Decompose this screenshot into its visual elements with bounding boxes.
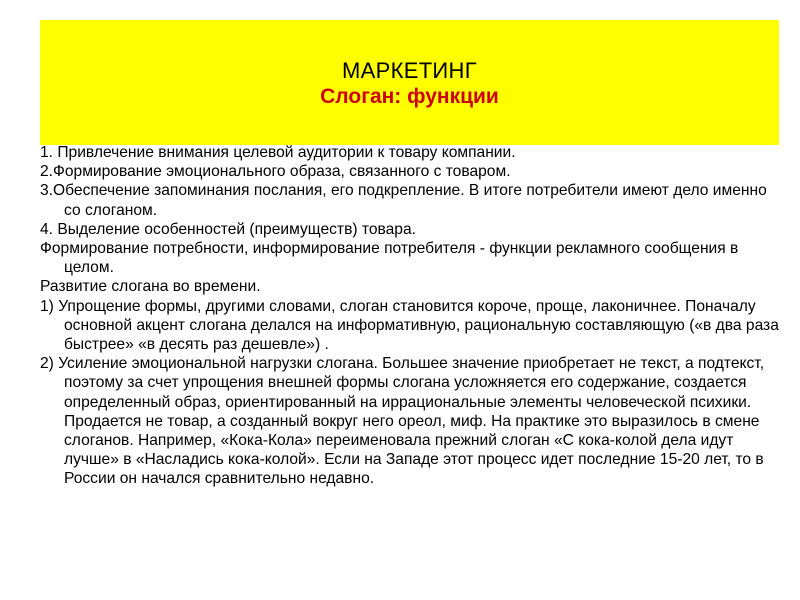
body-paragraph-7: 1) Упрощение формы, другими словами, слоган становится короче, проще, лаконичнее. Поначалу основной акцент слогана делался на информативную, рациональную составляющую («в два раза быстрее» «в десять раз дешевле») . — [40, 297, 779, 354]
slide-title: МАРКЕТИНГ — [342, 58, 477, 83]
title-band — [40, 20, 779, 145]
body-paragraph-1: 1. Привлечение внимания целевой аудитории к товару компании. — [40, 144, 516, 161]
body-paragraph-8: 2) Усиление эмоциональной нагрузки слогана. Большее значение приобретает не текст, а подтекст, поэтому за счет упрощения внешней формы слогана усложняется его содержание, создается определенный образ, ориентированный на иррациональные элементы человеческой психики. Продается не товар, а созданный вокруг него ореол, миф. На практике это выразилось в смене слоганов. Например, «Кока-Кола» переименовала прежний слоган «С кока-колой дела идут лучше» в «Насладись кока-колой». Если на Западе этот процесс идет последние 15-20 лет, то в России он начался сравнительно недавно. — [40, 355, 765, 488]
body-paragraph-2: 2.Формирование эмоционального образа, связанного с товаром. — [40, 163, 511, 181]
slide-subtitle: Слоган: функции — [320, 85, 499, 108]
body-paragraph-3: 3.Обеспечение запоминания послания, его подкрепление. В итоге потребители имеют дело именно со слоганом. — [40, 182, 767, 219]
slide-body — [40, 143, 780, 489]
body-paragraph-4: 4. Выделение особенностей (преимуществ) товара. — [40, 220, 416, 238]
body-paragraph-5: Формирование потребности, информирование потребителя - функции рекламного сообщения в целом. — [40, 240, 739, 277]
body-paragraph-6: Развитие слогана во времени. — [40, 278, 261, 296]
